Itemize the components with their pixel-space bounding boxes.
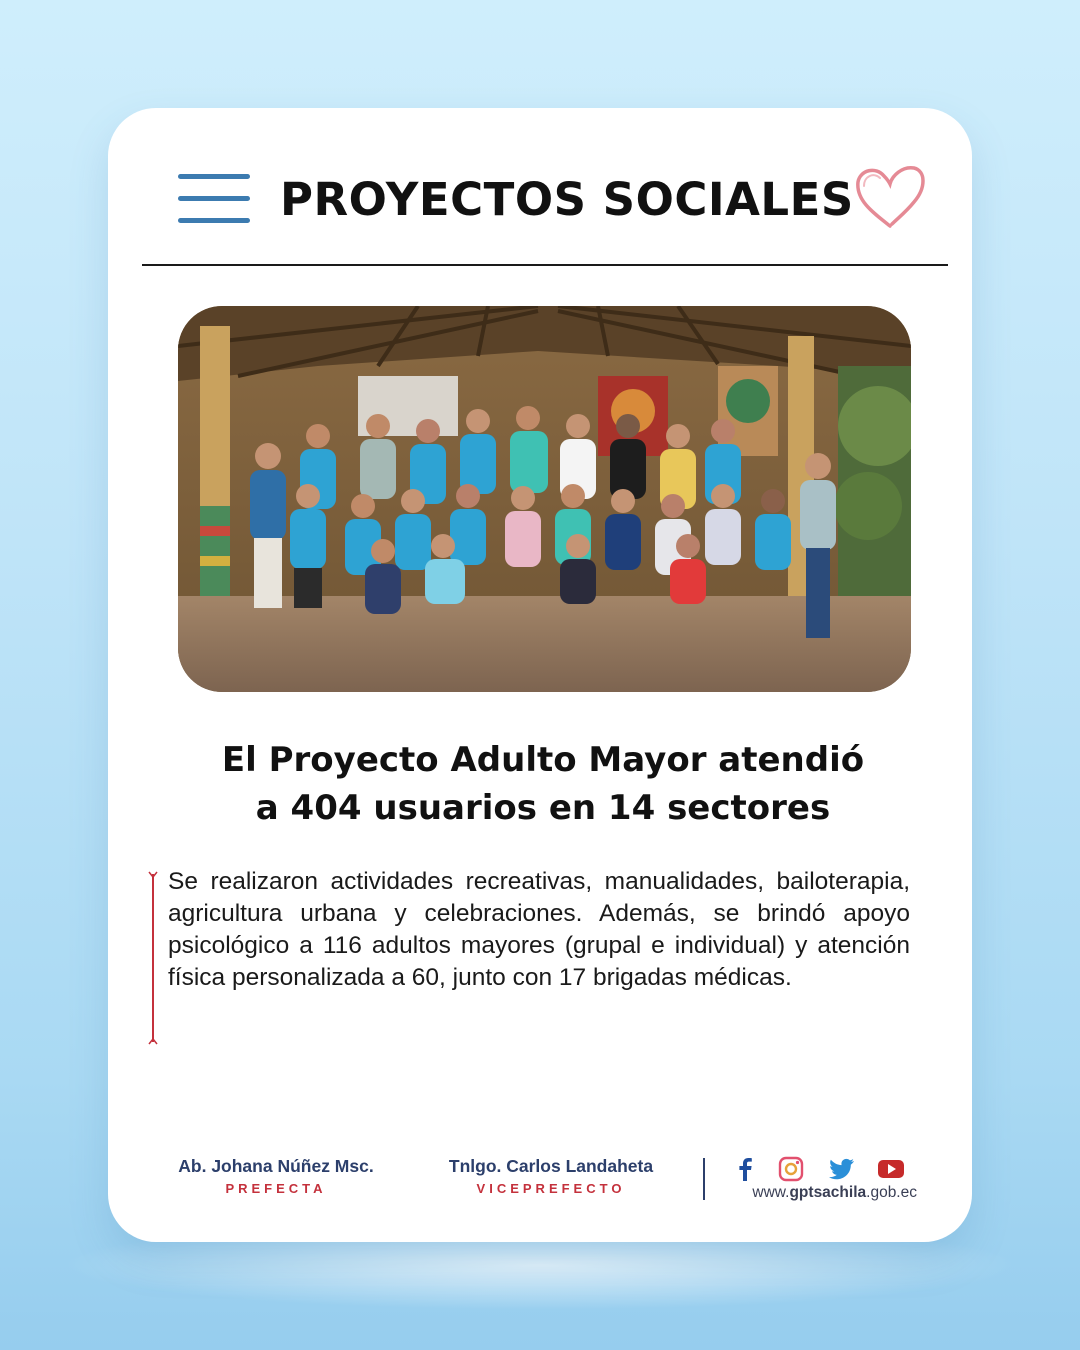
headline: [148, 736, 938, 832]
social-links: [728, 1156, 918, 1182]
page-title: PROYECTOS SOCIALES: [280, 173, 854, 226]
youtube-icon[interactable]: [876, 1156, 906, 1182]
signatory-role: VICEPREFECTO: [476, 1181, 626, 1196]
signatory-name: Ab. Johana Núñez Msc.: [178, 1156, 374, 1176]
instagram-icon[interactable]: [776, 1156, 806, 1182]
post-card: [108, 108, 972, 1242]
group-photo: [178, 306, 911, 692]
heart-icon: [852, 162, 928, 232]
body-text: Se realizaron actividades recreativas, manualidades, bailoterapia, agricultura urbana y celebraciones. Además, se brindó apoyo psicológico a 116 adultos mayores (grupal e individual) y atención física personalizada a 60, junto con 17 brigadas médicas.: [168, 868, 910, 991]
menu-icon[interactable]: [178, 174, 250, 224]
twitter-icon[interactable]: [826, 1156, 856, 1182]
signatory-role: PREFECTA: [225, 1181, 327, 1196]
signatory-prefecta: [166, 1156, 386, 1196]
header-divider: [142, 264, 948, 266]
headline-line-1: El Proyecto Adulto Mayor atendió: [221, 740, 865, 780]
website-domain: gptsachila: [789, 1184, 867, 1201]
facebook-icon[interactable]: [730, 1156, 760, 1182]
headline-line-2: a 404 usuarios en 14 sectores: [255, 788, 831, 828]
website-link[interactable]: [722, 1184, 917, 1202]
accent-bar-icon: [148, 870, 158, 1046]
signatory-viceprefecto: [434, 1156, 668, 1196]
footer-separator: [703, 1158, 705, 1200]
signatory-name: Tnlgo. Carlos Landaheta: [448, 1156, 654, 1176]
website-prefix: www.: [752, 1184, 790, 1201]
website-suffix: .gob.ec: [866, 1184, 917, 1201]
